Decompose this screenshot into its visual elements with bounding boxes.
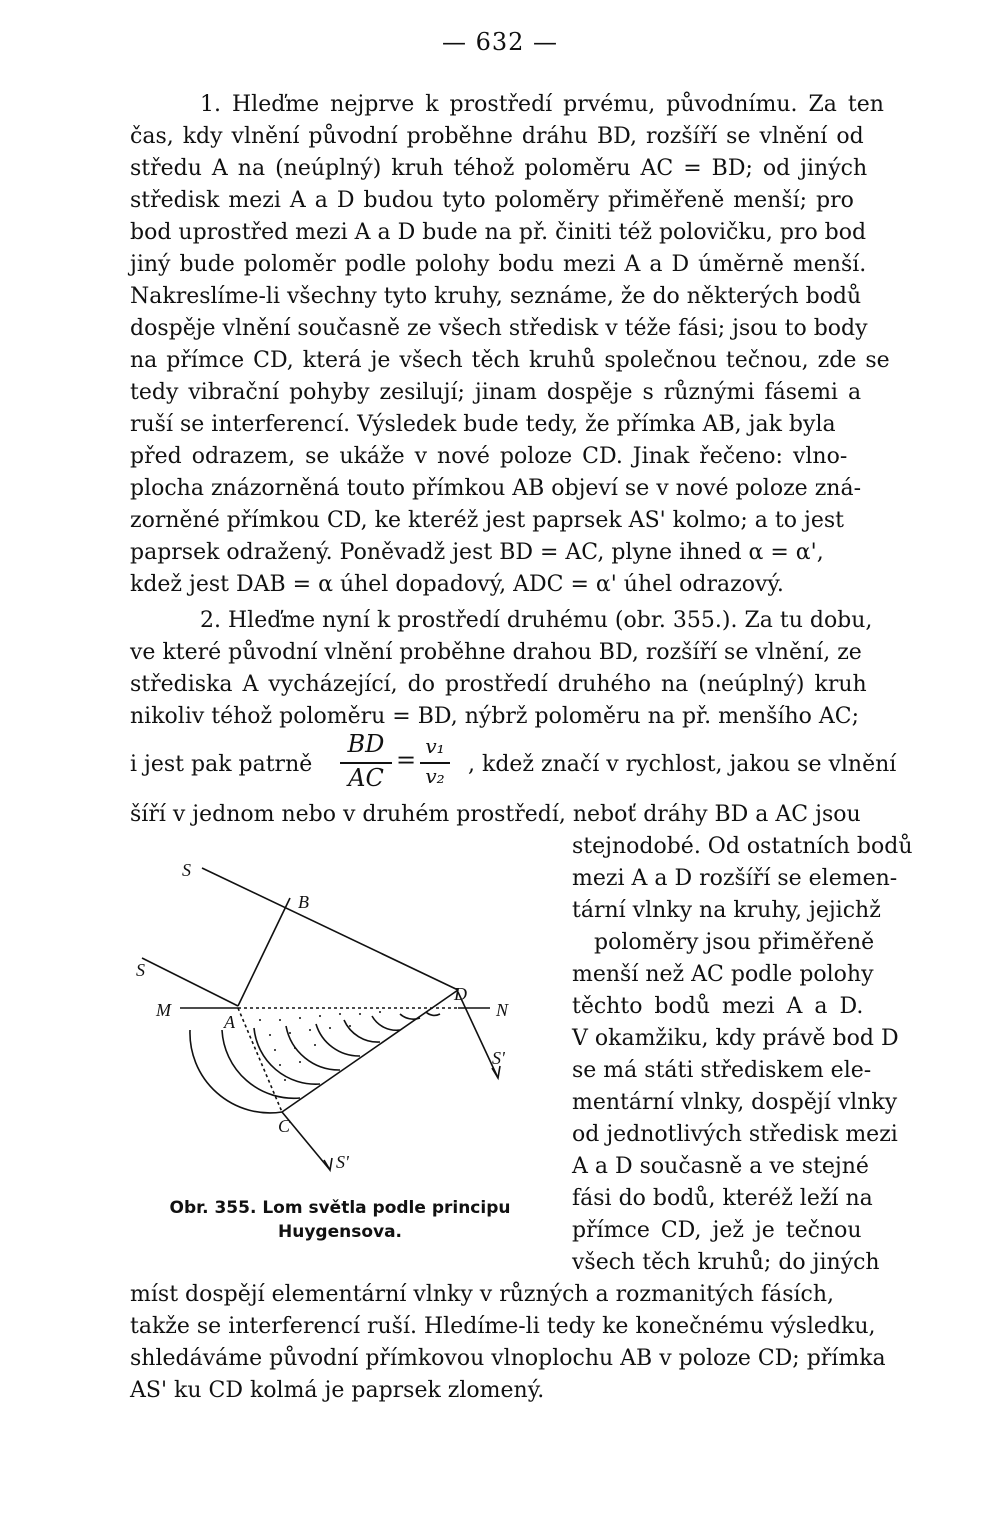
text-line: tární vlnky na kruhy, jejichž [572,898,881,923]
formula-numerator: BD [347,730,385,758]
text-line: se má státi střediskem ele- [572,1058,872,1083]
text-line: dospěje vlnění současně ze všech středisk v téže fási; jsou to body [130,316,868,341]
text-line: čas, kdy vlnění původní proběhne dráhu BD, rozšíří se vlnění od [130,124,864,149]
text-line: středu A na (neúplný) kruh téhož poloměru AC = BD; od jiných [130,156,868,181]
text-line: fási do bodů, kteréž leží na [572,1186,873,1211]
text-line: bod uprostřed mezi A a D bude na př. činiti též polovičku, pro bod [130,220,867,245]
label-s: S [182,860,191,880]
text-line: šíří v jednom nebo v druhém prostředí, neboť dráhy BD a AC jsou [130,802,861,827]
text-line: 2. Hleďme nyní k prostředí druhému (obr. 355.). Za tu dobu, [200,608,873,633]
text-line: plocha znázorněná touto přímkou AB objeví se v nové poloze zná- [130,476,862,501]
text-line: shledáváme původní přímkovou vlnoplochu AB v poloze CD; přímka [130,1346,886,1371]
label-b: B [298,892,309,912]
incident-ray-sb [202,868,458,990]
figure-caption [130,1196,550,1244]
text-line: poloměry jsou přiměřeně [594,930,875,955]
text-line: mentární vlnky, dospějí vlnky [572,1090,898,1115]
text-line: na přímce CD, která je všech těch kruhů společnou tečnou, zde se [130,348,890,373]
label-s-prime: S' [336,1152,349,1172]
incident-ray-sa [142,958,238,1006]
label-c: C [278,1116,291,1136]
huygens-refraction-figure [130,850,550,1190]
label-s-prime: S' [492,1048,505,1068]
text-line: tedy vibrační pohyby zesilují; jinam dospěje s různými fásemi a [130,380,862,405]
text-line: takže se interferencí ruší. Hledíme-li tedy ke konečnému výsledku, [130,1314,876,1339]
text-line: středisk mezi A a D budou tyto poloměry přiměřeně menší; pro [130,188,854,213]
text-line: kdež jest DAB = α úhel dopadový, ADC = α' úhel odrazový. [130,572,784,597]
formula-denominator: AC [348,764,384,792]
text-line: míst dospějí elementární vlnky v různých a rozmanitých fásích, [130,1282,835,1307]
text-line: všech těch kruhů; do jiných [572,1250,880,1275]
wavefront-ab [238,898,290,1006]
formula-denominator: v₂ [425,764,445,788]
wavelet-arc [344,1020,380,1042]
label-n: N [496,1000,509,1020]
text-line: jiný bude poloměr podle polohy bodu mezi A a D úměrně menší. [130,252,867,277]
text-line: nikoliv téhož poloměru = BD, nýbrž poloměru na př. menšího AC; [130,704,860,729]
caption-line: Huygensova. [277,1222,403,1242]
text-line: ve které původní vlnění proběhne drahou BD, rozšíří se vlnění, ze [130,640,862,665]
text-line: paprsek odražený. Poněvadž jest BD = AC, plyne ihned α = α', [130,540,824,565]
text-line: Nakreslíme-li všechny tyto kruhy, seznáme, že do některých bodů [130,284,862,309]
wavelet-arc [400,1014,420,1019]
wavelet-arc [372,1016,400,1030]
label-d: D [454,984,467,1004]
text-line: od jednotlivých středisk mezi [572,1122,898,1147]
text-line: těchto bodů mezi A a D. [572,994,864,1019]
text-line: střediska A vycházející, do prostředí druhého na (neúplný) kruh [130,672,867,697]
wavelet-arc [190,1030,282,1113]
text-line: přímce CD, jež je tečnou [572,1218,862,1243]
text-line: V okamžiku, kdy právě bod D [572,1026,899,1051]
text-line: , kdež značí v rychlost, jakou se vlnění [468,752,897,777]
text-line: i jest pak patrně [130,752,313,777]
text-line: mezi A a D rozšíří se elemen- [572,866,898,891]
wavelet-arc [316,1024,360,1056]
formula-equals: = [396,746,417,774]
text-line: před odrazem, se ukáže v nové poloze CD. Jinak řečeno: vlno- [130,444,848,469]
text-line: stejnodobé. Od ostatních bodů [572,834,913,859]
caption-line: Obr. 355. Lom světla podle principu [169,1198,511,1218]
formula-numerator: v₁ [425,734,445,758]
text-line: zorněné přímkou CD, ke kteréž jest paprsek AS' kolmo; a to jest [130,508,844,533]
text-line: menší než AC podle polohy [572,962,874,987]
text-line: A a D současně a ve stejné [572,1154,869,1179]
text-line: ruší se interferencí. Výsledek bude tedy, že přímka AB, jak byla [130,412,836,437]
wavelet-arc [426,1012,440,1015]
text-line: 1. Hleďme nejprve k prostředí prvému, původnímu. Za ten [200,92,884,117]
label-a: A [224,1012,235,1032]
page-number: — 632 — [441,28,559,56]
label-s: S [136,960,145,980]
text-line: AS' ku CD kolmá je paprsek zlomený. [130,1378,545,1403]
label-m: M [156,1000,171,1020]
wavelet-arc [254,1028,320,1084]
